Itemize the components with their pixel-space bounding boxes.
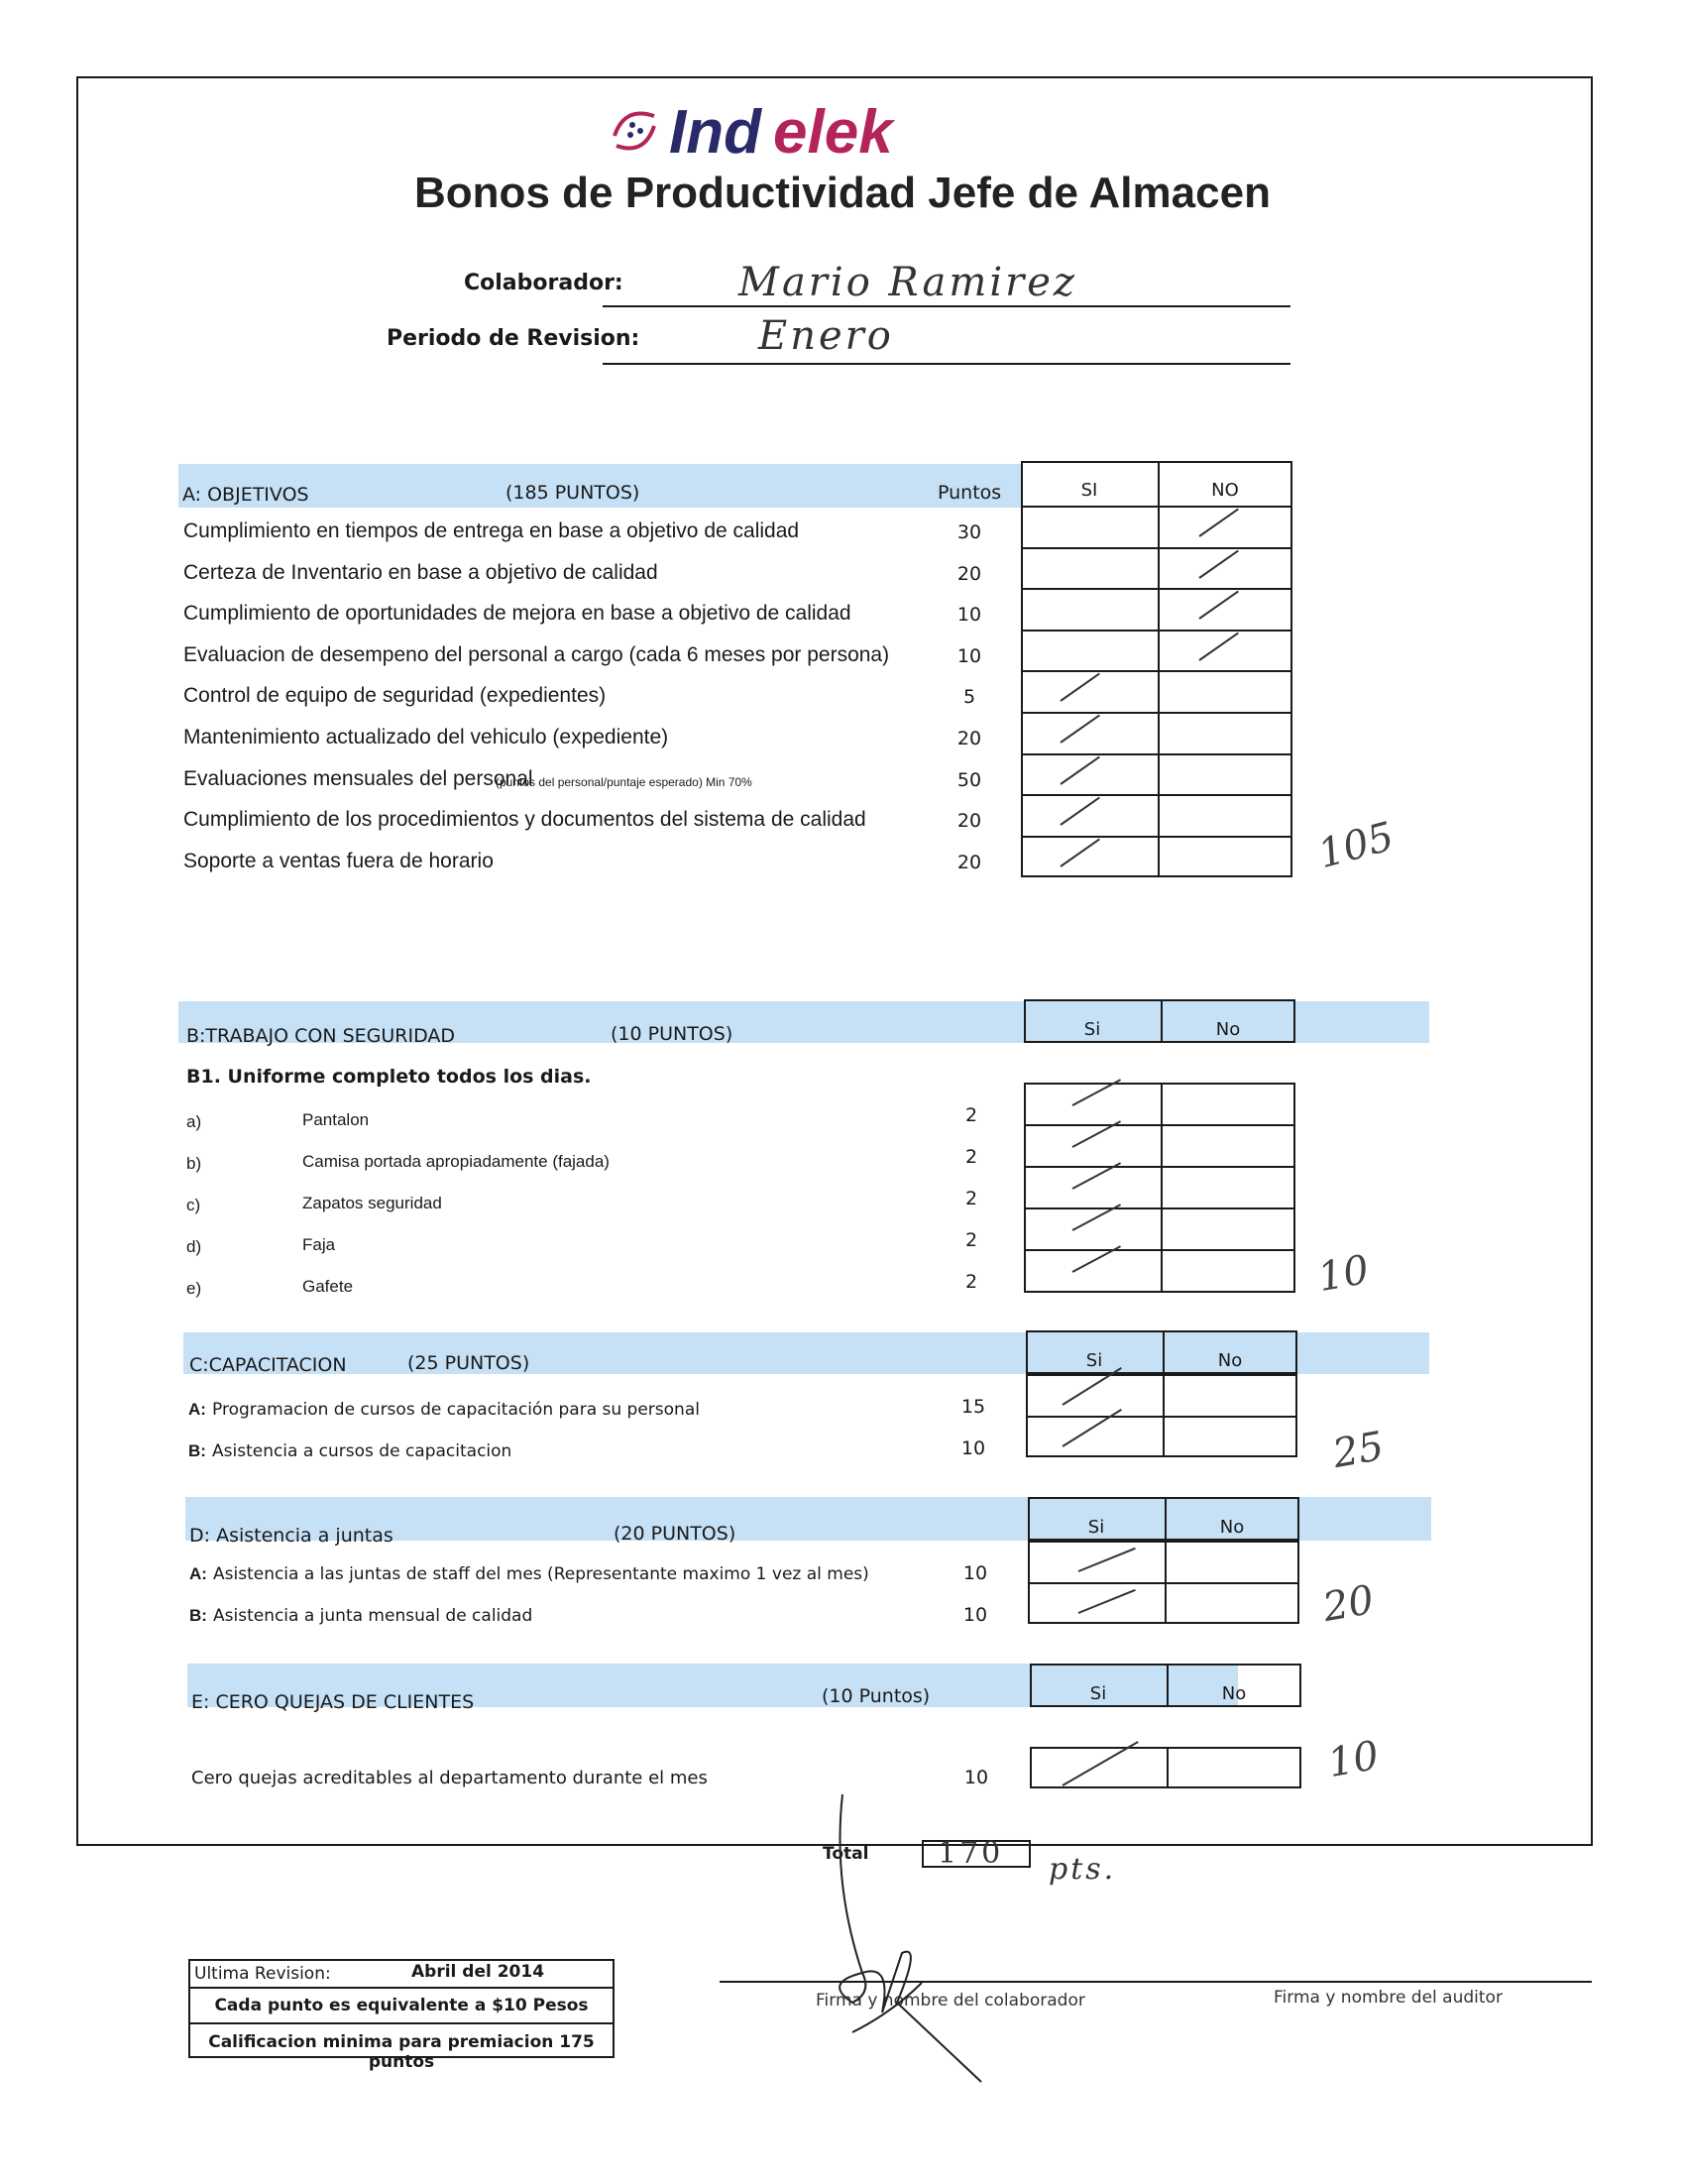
section-e-row-pts: 10 — [963, 1767, 989, 1788]
row-divider — [1021, 588, 1292, 590]
section-b-title: B:TRABAJO CON SEGURIDAD — [186, 1025, 456, 1047]
row-divider — [1024, 1166, 1295, 1168]
objective-text: Evaluaciones mensuales del personal — [183, 766, 533, 790]
col-si-d: Si — [1087, 1517, 1105, 1538]
item-letter: b) — [186, 1154, 202, 1173]
equiv-text: Cada punto es equivalente a $10 Pesos — [214, 1996, 589, 2015]
section-b-points: (10 PUNTOS) — [611, 1023, 733, 1045]
periodo-value[interactable]: Enero — [758, 313, 894, 359]
row-divider — [1024, 1207, 1295, 1209]
revision-label: Ultima Revision: — [194, 1964, 331, 1984]
item-points: 10 — [962, 1604, 988, 1626]
col-si-c: Si — [1085, 1350, 1103, 1371]
objective-points: 10 — [956, 644, 982, 667]
section-b-grid — [1024, 1083, 1295, 1293]
colaborador-value[interactable]: Mario Ramirez — [738, 260, 1077, 305]
objective-points: 5 — [962, 686, 976, 709]
periodo-label: Periodo de Revision: — [387, 326, 640, 351]
col-divider — [1163, 1374, 1165, 1457]
row-divider — [1024, 1249, 1295, 1251]
item-text: Programacion de cursos de capacitación para su personal — [212, 1400, 700, 1420]
item-text: Asistencia a las juntas de staff del mes (Representante maximo 1 vez al mes) — [213, 1564, 869, 1584]
total-unit: pts. — [1049, 1852, 1117, 1887]
total-label: Total — [823, 1844, 869, 1864]
col-no-c: No — [1217, 1350, 1243, 1371]
item-letter: e) — [186, 1279, 202, 1298]
item-letter: d) — [186, 1237, 202, 1256]
colaborador-line — [603, 305, 1290, 307]
col-no-d: No — [1219, 1517, 1245, 1538]
divider — [1167, 1747, 1169, 1788]
row-divider — [1021, 670, 1292, 672]
section-a-grid — [1021, 461, 1292, 877]
periodo-line — [603, 363, 1290, 365]
section-a-title: A: OBJETIVOS — [182, 484, 309, 506]
item-points: 2 — [964, 1229, 978, 1251]
sig-colab-label: Firma y nombre del colaborador — [816, 1991, 1085, 2011]
row-divider — [1021, 836, 1292, 838]
item-prefix: B: — [188, 1441, 206, 1460]
objective-text: Certeza de Inventario en base a objetivo de calidad — [183, 560, 658, 584]
objective-points: 10 — [956, 604, 982, 627]
objective-text: Mantenimiento actualizado del vehiculo (expediente) — [183, 726, 669, 748]
col-no-b: No — [1215, 1019, 1241, 1040]
section-e-title: E: CERO QUEJAS DE CLIENTES — [191, 1691, 475, 1713]
svg-text:Ind: Ind — [669, 98, 761, 167]
section-e-score[interactable]: 10 — [1324, 1732, 1383, 1787]
divider — [188, 2022, 615, 2024]
col-divider — [1158, 461, 1160, 877]
objective-text: Evaluacion de desempeno del personal a cargo (cada 6 meses por persona) — [183, 642, 890, 666]
col-no: NO — [1211, 480, 1239, 501]
item-text: Camisa portada apropiadamente (fajada) — [302, 1152, 610, 1171]
row-divider — [1021, 712, 1292, 714]
col-si-e: Si — [1089, 1683, 1107, 1704]
section-d-points: (20 PUNTOS) — [614, 1523, 736, 1545]
row-divider — [1021, 547, 1292, 549]
item-letter: c) — [186, 1196, 201, 1214]
col-si-b: Si — [1083, 1019, 1101, 1040]
item-points: 15 — [960, 1396, 986, 1418]
item-points: 2 — [964, 1188, 978, 1209]
item-prefix: A: — [188, 1400, 206, 1419]
item-text: Asistencia a cursos de capacitacion — [212, 1441, 512, 1461]
objective-points: 20 — [956, 562, 982, 585]
section-a-header — [178, 464, 1023, 508]
section-e-row-text: Cero quejas acreditables al departamento durante el mes — [191, 1768, 708, 1788]
section-c-points: (25 PUNTOS) — [407, 1352, 530, 1374]
row-divider — [1024, 1124, 1295, 1126]
colaborador-label: Colaborador: — [464, 271, 623, 295]
row-divider — [1021, 506, 1292, 508]
row-divider — [1026, 1416, 1297, 1418]
objective-text: Cumplimiento de los procedimientos y documentos del sistema de calidad — [183, 808, 866, 832]
total-value[interactable]: 170 — [938, 1836, 1004, 1871]
col-puntos: Puntos — [938, 482, 1002, 504]
section-d-title: D: Asistencia a juntas — [189, 1525, 393, 1547]
indelek-logo — [595, 91, 971, 171]
item-text: Faja — [302, 1235, 336, 1254]
section-b-score[interactable]: 10 — [1314, 1246, 1373, 1302]
item-points: 2 — [964, 1146, 978, 1168]
section-a-points: (185 PUNTOS) — [505, 482, 640, 504]
objective-points: 20 — [956, 728, 982, 749]
section-c-title: C:CAPACITACION — [189, 1354, 347, 1376]
col-divider — [1165, 1541, 1167, 1624]
divider — [188, 1987, 615, 1989]
item-text: Zapatos seguridad — [302, 1194, 442, 1212]
section-e-row-box — [1030, 1747, 1301, 1788]
item-points: 10 — [960, 1437, 986, 1459]
item-points: 10 — [962, 1562, 988, 1584]
section-c-score[interactable]: 25 — [1329, 1423, 1388, 1478]
row-divider — [1021, 794, 1292, 796]
objective-text: Cumplimiento en tiempos de entrega en base a objetivo de calidad — [183, 519, 800, 542]
col-si: SI — [1080, 480, 1098, 501]
objective-note: (puntos del personal/puntaje esperado) Min 70% — [496, 774, 752, 789]
objective-text: Control de equipo de seguridad (expedientes) — [183, 684, 607, 708]
objective-text: Soporte a ventas fuera de horario — [183, 849, 494, 872]
min-text: Calificacion minima para premiacion 175 puntos — [208, 2032, 595, 2072]
section-a-score[interactable]: 105 — [1313, 813, 1400, 878]
objective-points: 50 — [956, 768, 982, 791]
svg-text:elek: elek — [773, 98, 893, 167]
section-e-points: (10 Puntos) — [822, 1685, 931, 1707]
item-prefix: A: — [189, 1564, 207, 1583]
section-d-score[interactable]: 20 — [1319, 1576, 1378, 1632]
row-divider — [1021, 753, 1292, 755]
item-points: 2 — [964, 1271, 978, 1293]
item-points: 2 — [964, 1104, 978, 1126]
page-title: Bonos de Productividad Jefe de Almacen — [414, 169, 1271, 217]
sig-auditor-label: Firma y nombre del auditor — [1274, 1988, 1503, 2008]
objective-points: 20 — [956, 810, 982, 833]
objective-points: 20 — [956, 851, 982, 873]
row-divider — [1021, 630, 1292, 632]
revision-date: Abril del 2014 — [411, 1962, 545, 1982]
section-b-subtitle: B1. Uniforme completo todos los dias. — [186, 1066, 592, 1088]
objective-points: 30 — [956, 521, 982, 543]
item-text: Pantalon — [302, 1110, 370, 1129]
item-text: Asistencia a junta mensual de calidad — [213, 1606, 533, 1626]
handwritten-signature — [813, 1784, 1011, 2102]
row-divider — [1028, 1582, 1299, 1584]
item-text: Gafete — [302, 1277, 354, 1296]
col-divider — [1161, 1083, 1163, 1293]
item-prefix: B: — [189, 1606, 207, 1625]
item-letter: a) — [186, 1112, 202, 1131]
col-no-e: No — [1221, 1683, 1247, 1704]
objective-text: Cumplimiento de oportunidades de mejora en base a objetivo de calidad — [183, 602, 851, 626]
